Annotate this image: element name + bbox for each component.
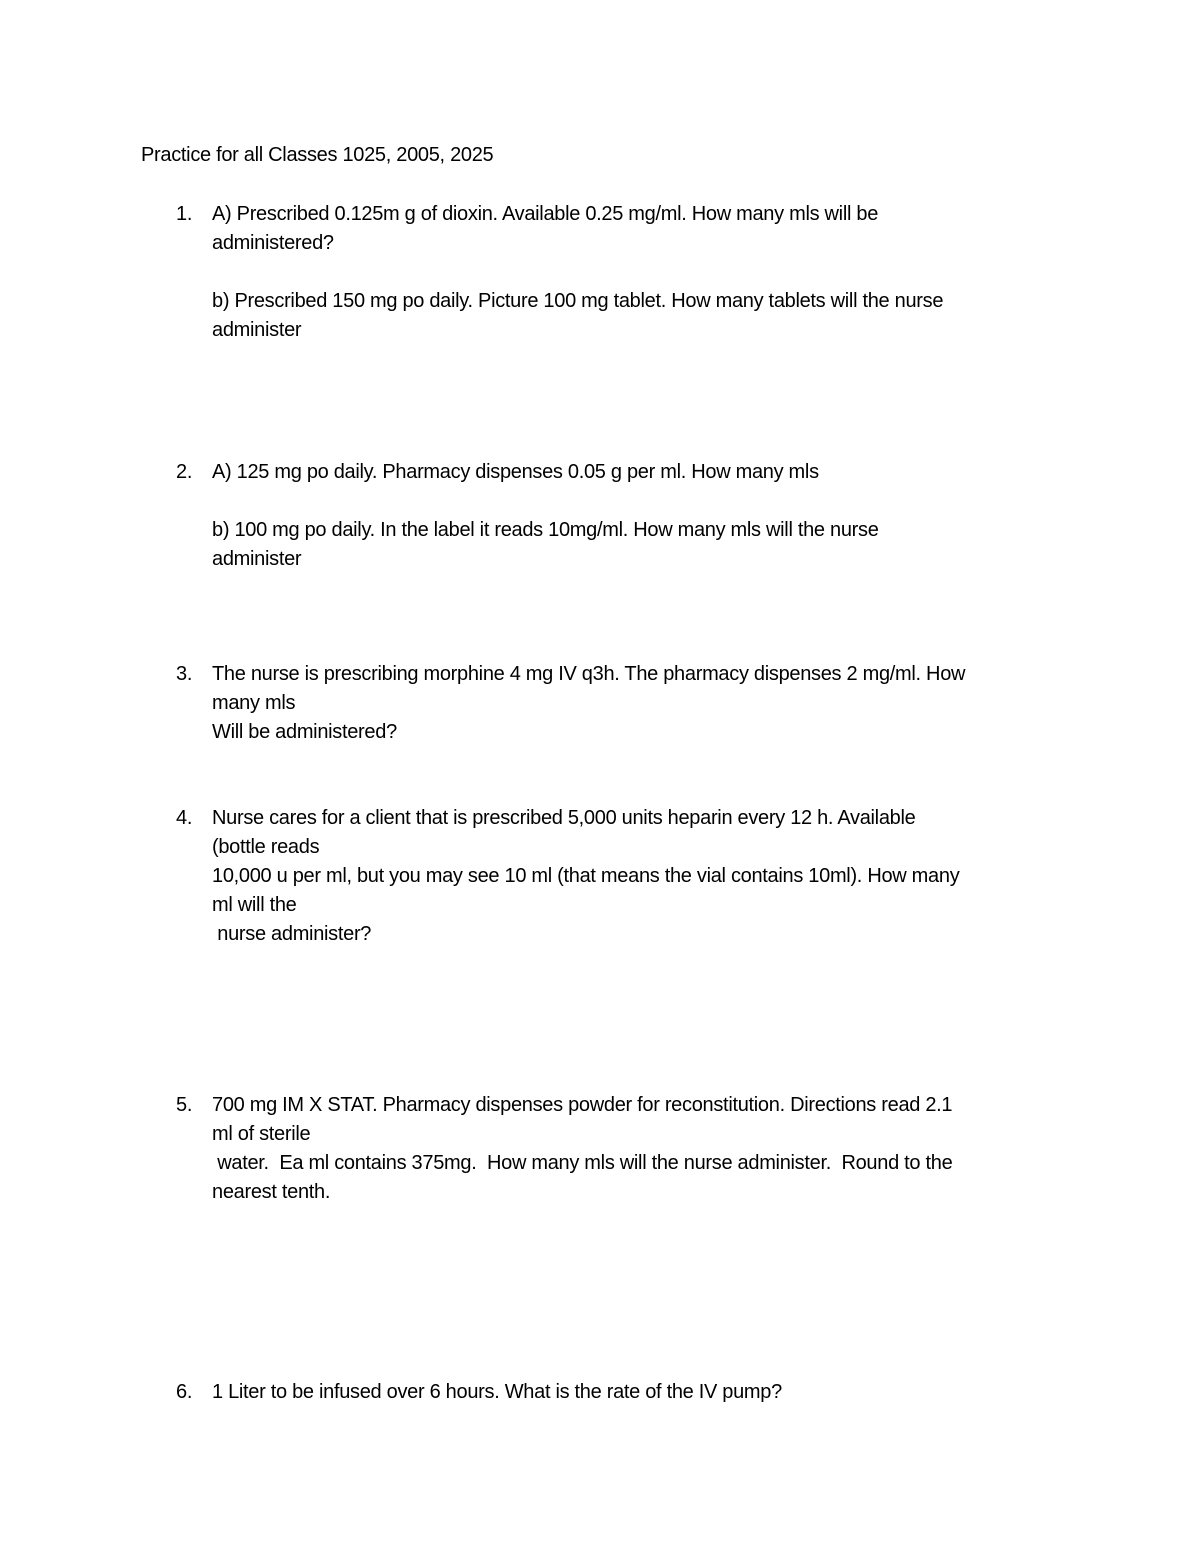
question-number: 5. bbox=[176, 1094, 193, 1116]
question-text-line: (bottle reads bbox=[212, 836, 320, 858]
question-text-line: administer bbox=[212, 319, 302, 341]
question-text-line: b) 100 mg po daily. In the label it reads 10mg/ml. How many mls will the nurse bbox=[212, 519, 879, 541]
question-text-line: 700 mg IM X STAT. Pharmacy dispenses powder for reconstitution. Directions read 2.1 bbox=[212, 1094, 953, 1116]
question-text-line: b) Prescribed 150 mg po daily. Picture 100 mg tablet. How many tablets will the nurse bbox=[212, 290, 944, 312]
page-title: Practice for all Classes 1025, 2005, 2025 bbox=[141, 144, 494, 166]
question-3 bbox=[176, 660, 1076, 747]
question-1 bbox=[176, 200, 1076, 345]
question-text-line: A) Prescribed 0.125m g of dioxin. Available 0.25 mg/ml. How many mls will be bbox=[212, 203, 879, 225]
question-text-line: ml of sterile bbox=[212, 1123, 311, 1145]
question-number: 4. bbox=[176, 807, 193, 829]
question-5 bbox=[176, 1091, 1076, 1207]
question-2 bbox=[176, 458, 1076, 574]
question-number: 6. bbox=[176, 1381, 193, 1403]
question-text-line: Nurse cares for a client that is prescribed 5,000 units heparin every 12 h. Available bbox=[212, 807, 916, 829]
question-text-line: A) 125 mg po daily. Pharmacy dispenses 0.05 g per ml. How many mls bbox=[212, 461, 819, 483]
question-text-line: administer bbox=[212, 548, 302, 570]
question-text-line: Will be administered? bbox=[212, 721, 397, 743]
question-text-line: water. Ea ml contains 375mg. How many mls will the nurse administer. Round to the bbox=[212, 1152, 953, 1174]
question-number: 3. bbox=[176, 663, 193, 685]
question-text-line: many mls bbox=[212, 692, 296, 714]
question-text-line: 1 Liter to be infused over 6 hours. What is the rate of the IV pump? bbox=[212, 1381, 782, 1403]
question-6 bbox=[176, 1378, 1076, 1407]
question-4 bbox=[176, 804, 1076, 949]
question-text-line: nurse administer? bbox=[212, 923, 372, 945]
question-text-line: ml will the bbox=[212, 894, 297, 916]
question-text-line: 10,000 u per ml, but you may see 10 ml (that means the vial contains 10ml). How many bbox=[212, 865, 960, 887]
question-text-line: nearest tenth. bbox=[212, 1181, 331, 1203]
question-text-line: The nurse is prescribing morphine 4 mg IV q3h. The pharmacy dispenses 2 mg/ml. How bbox=[212, 663, 966, 685]
question-number: 1. bbox=[176, 203, 193, 225]
question-text-line: administered? bbox=[212, 232, 334, 254]
question-number: 2. bbox=[176, 461, 193, 483]
